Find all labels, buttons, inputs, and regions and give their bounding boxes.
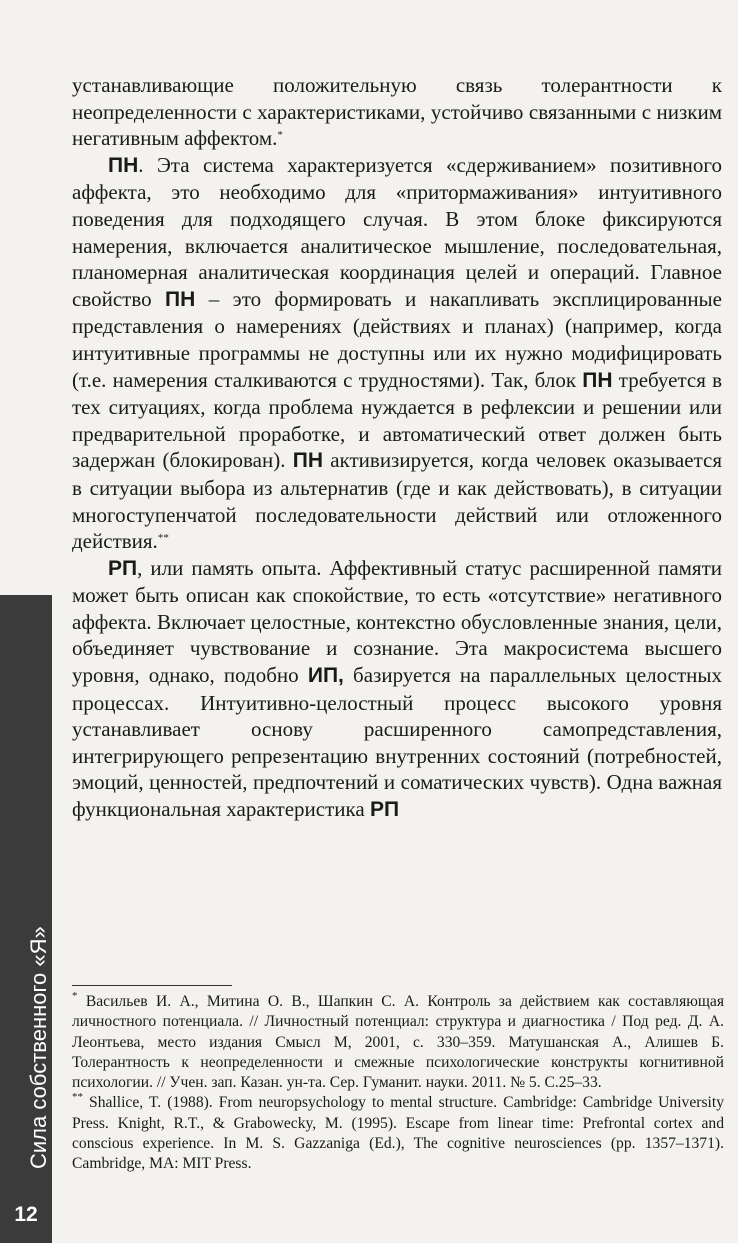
paragraph-2-text-4: активизируется, когда человек оказывается в ситуации выбора из альтернатив (где и как действовать), в ситуации многоступенчатой последовательности действий или отложенного действия.	[72, 448, 722, 554]
term-pn: ПН	[165, 287, 196, 311]
term-pn: ПН	[582, 368, 613, 392]
paragraph-2	[72, 152, 722, 555]
footnote-1	[72, 992, 724, 1093]
paragraph-3-text-2: базируется на параллельных целостных процессах. Интуитивно-целостный процесс высокого уровня устанавливает основу расширенного самопредставления, интегрирующего репрезентацию внутренних состояний (потребностей, эмоций, ценностей, предпочтений и соматических чувств). Одна важная функциональная характеристика	[72, 663, 722, 822]
term-pn: ПН	[108, 153, 139, 177]
footnote-2	[72, 1093, 724, 1174]
paragraph-2-text-3: требуется в тех ситуациях, когда проблема нуждается в рефлексии и решении или предварительной проработке, и автоматический ответ должен быть задержан (блокирован).	[72, 367, 722, 473]
main-text	[72, 72, 722, 824]
footnote-2-text: Shallice, T. (1988). From neuropsychology to mental structure. Cambridge: Cambridge University Press. Knight, R.T., & Grabowecky, M. (1995). Escape from linear time: Prefrontal cortex and conscious experience. In M. S. Gazzaniga (Ed.), The cognitive neurosciences (pp. 1357–1371). Cambridge, MA: MIT Press.	[72, 1094, 724, 1173]
footnote-1-text: Васильев И. А., Митина О. В., Шапкин С. А. Контроль за действием как составляющая личностного потенциала. // Личностный потенциал: структура и диагностика / Под ред. Д. А. Леонтьева, место издания Смысл М, 2001, с. 330–359. Матушанская А., Алишев Б. Толерантность к неопределенности и смежные психологические конструкты когнитивной психологии. // Учен. зап. Казан. ун-та. Сер. Гуманит. науки. 2011. № 5. С.25–33.	[72, 993, 724, 1092]
term-pn: ПН	[292, 449, 323, 473]
page-number: 12	[14, 1203, 38, 1226]
running-title: Сила собственного «Я»	[26, 926, 51, 1169]
term-rp: РП	[370, 798, 400, 822]
footnote-mark-2: **	[157, 532, 169, 545]
paragraph-1	[72, 72, 722, 152]
paragraph-3	[72, 555, 722, 824]
footnote-2-mark: **	[72, 1091, 83, 1104]
footnote-divider	[72, 985, 232, 986]
term-ip: ИП,	[307, 664, 344, 688]
footnote-1-mark: *	[72, 990, 78, 1002]
term-rp: РП	[108, 556, 138, 580]
footnote-mark-1: *	[277, 129, 283, 142]
paragraph-3-text-1: , или память опыта. Аффективный статус расширенной памяти может быть описан как спокойствие, то есть «отсутствие» негативного аффекта. Включает целостные, контекстно обусловленные знания, цели, объединяет чувствование и сознание. Эта макросистема высшего уровня, однако, подобно	[72, 555, 722, 688]
paragraph-2-text-2: – это формировать и накапливать эксплицированные представления о намерениях (действиях и планах) (например, когда интуитивные программы не доступны или их нужно модифицировать (т.е. намерения сталкиваются с трудностями). Так, блок	[72, 286, 722, 392]
footnotes	[72, 992, 724, 1175]
paragraph-2-text-1: . Эта система характеризуется «сдерживанием» позитивного аффекта, это необходимо для «притормаживания» интуитивного поведения для подходящего случая. В этом блоке фиксируются намерения, включается аналитическое мышление, последовательная, планомерная аналитическая координация целей и операций. Главное свойство	[72, 152, 722, 311]
paragraph-1-text: устанавливающие положительную связь толерантности к неопределенности с характеристиками, устойчиво связанными с низким негативным аффектом.	[72, 73, 722, 151]
